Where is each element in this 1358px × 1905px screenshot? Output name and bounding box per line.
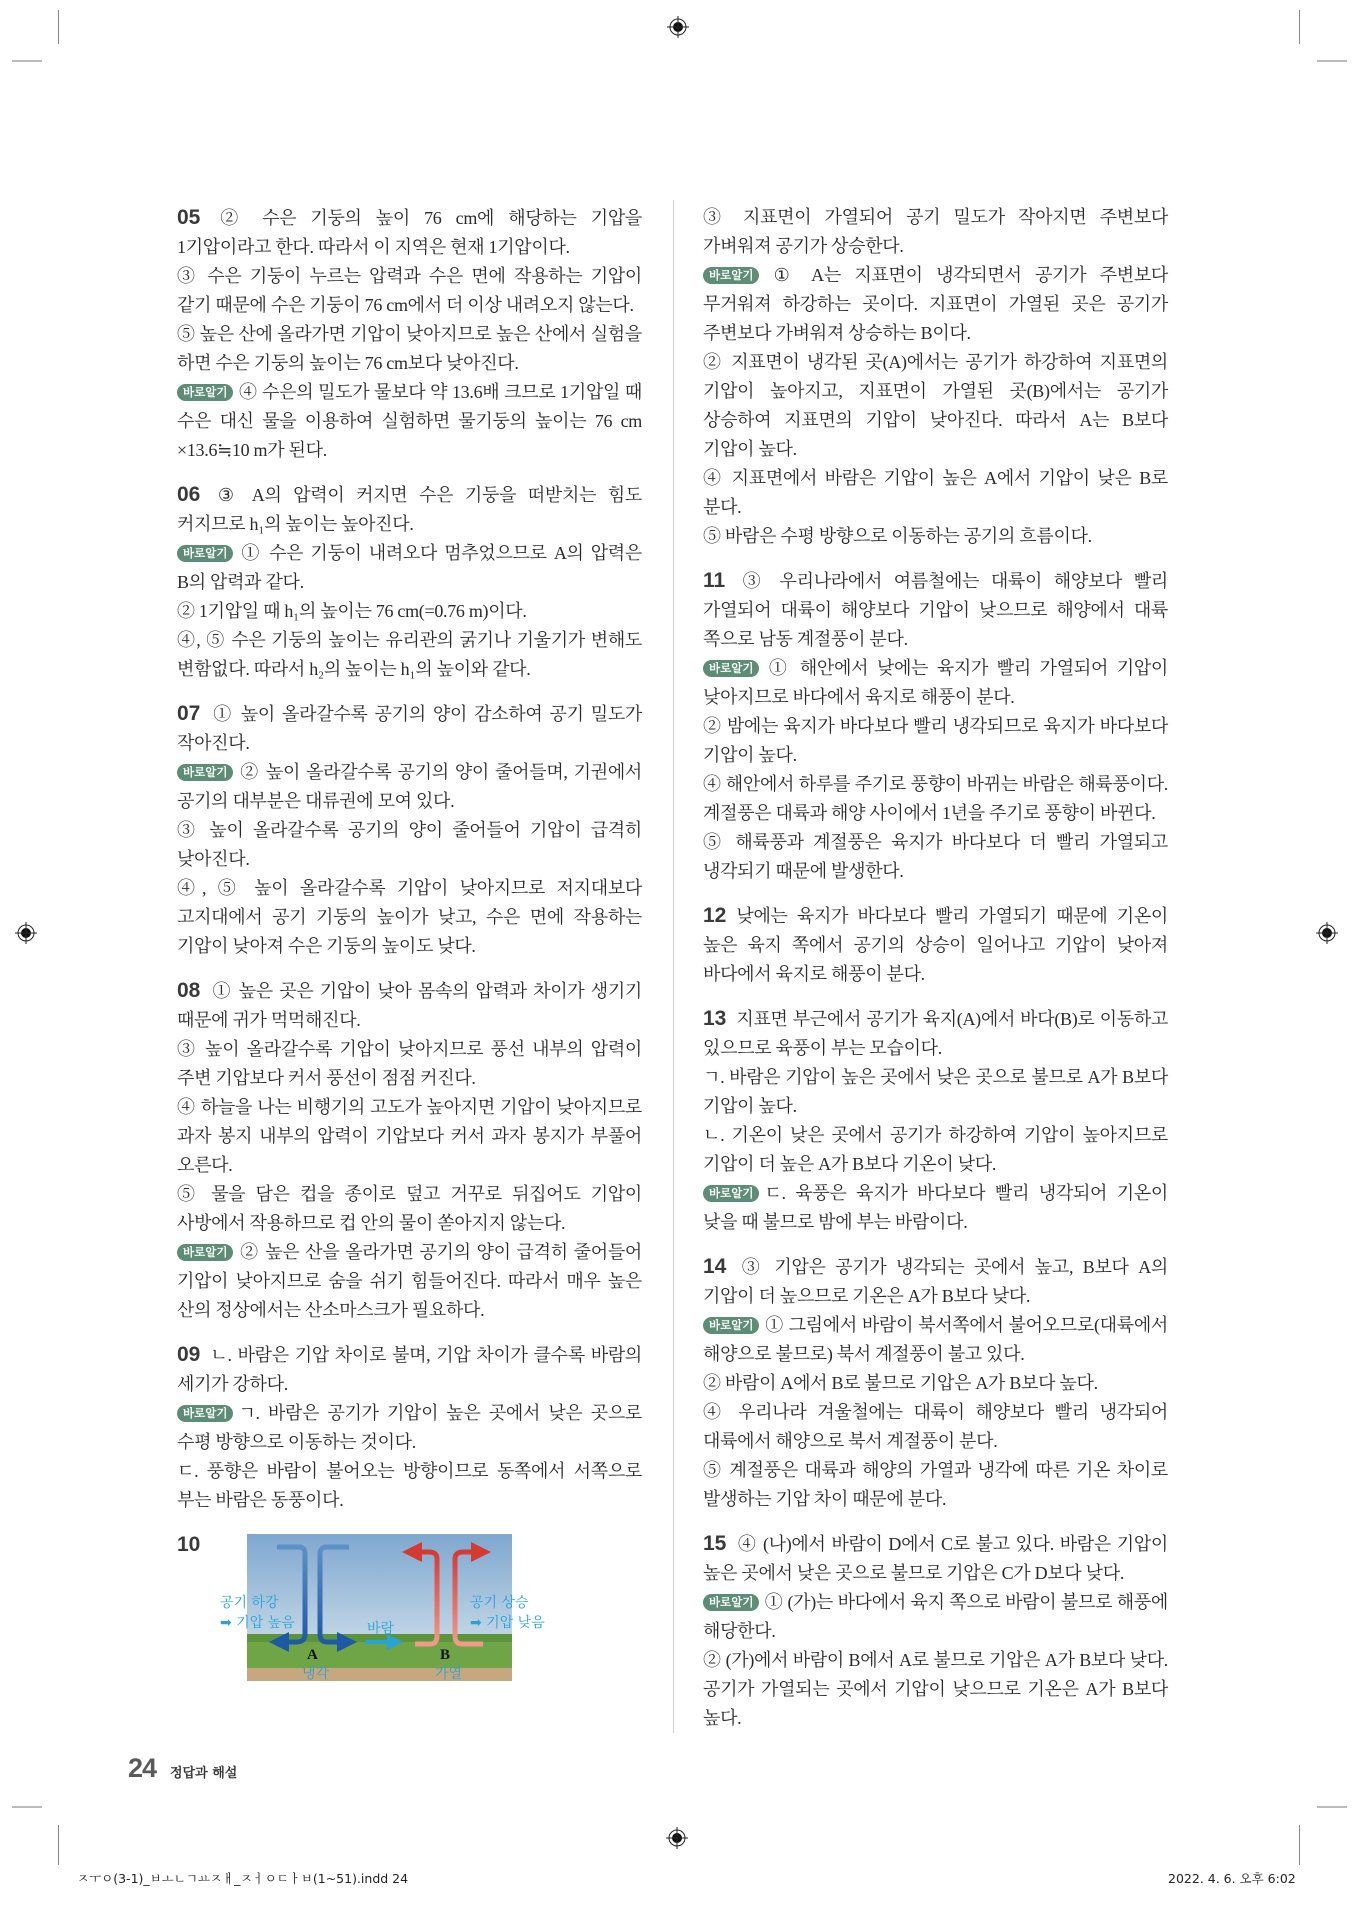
right-column — [703, 203, 1168, 1733]
explanation-text: ① 높은 곳은 기압이 낮아 몸속의 압력과 차이가 생기기 때문에 귀가 먹먹해진다. — [177, 981, 642, 1030]
explanation-text: ① 높이 올라갈수록 공기의 양이 감소하여 공기 밀도가 작아진다. — [177, 704, 642, 753]
left-column — [177, 203, 642, 1690]
explanation-text: ⑤ 높은 산에 올라가면 기압이 낮아지므로 높은 산에서 실험을 하면 수은 기둥의 높이는 76 cm보다 낮아진다. — [177, 324, 642, 373]
correction-badge: 바로알기 — [703, 267, 759, 284]
explanation-text: ④ (나)에서 바람이 D에서 C로 불고 있다. 바람은 기압이 높은 곳에서 낮은 곳으로 불므로 기압은 C가 D보다 낮다. — [703, 1534, 1168, 1583]
answer-10-continued — [703, 203, 1168, 551]
correction-badge: 바로알기 — [177, 545, 233, 562]
explanation-text: ② 높이 올라갈수록 공기의 양이 줄어들며, 기권에서 공기의 대부분은 대류권에 모여 있다. — [177, 762, 642, 811]
correction-badge: 바로알기 — [177, 1244, 233, 1261]
explanation-text: ② 밤에는 육지가 바다보다 빨리 냉각되므로 육지가 바다보다 기압이 높다. — [703, 716, 1168, 765]
question-number: 07 — [177, 702, 201, 725]
explanation-text: ① 수은 기둥이 내려오다 멈추었으므로 A의 압력은 B의 압력과 같다. — [177, 543, 642, 592]
section-title: 정답과 해설 — [170, 1766, 238, 1781]
explanation-text: ㄱ. 바람은 기압이 높은 곳에서 낮은 곳으로 불므로 A가 B보다 기압이 높다. — [703, 1067, 1168, 1116]
explanation-text: ④ 해안에서 하루를 주기로 풍향이 바뀌는 바람은 해륙풍이다. 계절풍은 대륙과 해양 사이에서 1년을 주기로 풍향이 바뀐다. — [703, 774, 1168, 823]
answer-05 — [177, 203, 642, 465]
explanation-text: ㄷ. 육풍은 육지가 바다보다 빨리 냉각되어 기온이 낮을 때 불므로 밤에 부는 바람이다. — [703, 1183, 1168, 1232]
explanation-text: ② 바람이 A에서 B로 불므로 기압은 A가 B보다 높다. — [703, 1373, 1098, 1393]
explanation-text: ① 그림에서 바람이 북서쪽에서 불어오므로(대륙에서 해양으로 불므로) 북서 계절풍이 불고 있다. — [703, 1315, 1168, 1364]
label-wind: 바람 — [367, 1621, 395, 1637]
file-slug: ㅈㅜㅇ(3-1)_ㅂㅗㄴㄱㅛㅈㅐ_ㅈㅓㅇㄷㅏㅂ(1~51).indd 24 — [77, 1871, 409, 1886]
crop-mark — [12, 60, 42, 62]
explanation-text: ④, ⑤ 수은 기둥의 높이는 유리관의 굵기나 기울기가 변해도 변함없다. 따라서 h₂의 높이는 h₁의 높이와 같다. — [177, 630, 642, 679]
question-number: 12 — [703, 904, 727, 927]
question-number: 06 — [177, 483, 201, 506]
label-b: B — [440, 1647, 451, 1663]
explanation-text: ㄴ. 기온이 낮은 곳에서 공기가 하강하여 기압이 높아지므로 기압이 더 높은 A가 B보다 기온이 낮다. — [703, 1125, 1168, 1174]
question-number: 09 — [177, 1343, 201, 1366]
label-air-ascending: 공기 상승 — [470, 1595, 529, 1611]
explanation-text: ③ A의 압력이 커지면 수은 기둥을 떠받치는 힘도 커지므로 h₁의 높이는 높아진다. — [177, 485, 642, 534]
answer-09 — [177, 1340, 642, 1515]
column-divider — [673, 200, 674, 1733]
crop-mark — [12, 1806, 42, 1808]
explanation-text: ④ 하늘을 나는 비행기의 고도가 높아지면 기압이 낮아지므로 과자 봉지 내부의 압력이 기압보다 커서 과자 봉지가 부풀어 오른다. — [177, 1097, 642, 1175]
label-a: A — [307, 1647, 318, 1663]
registration-mark-icon — [666, 1827, 688, 1849]
explanation-text: ② 지표면이 냉각된 곳(A)에서는 공기가 하강하여 지표면의 기압이 높아지고, 지표면이 가열된 곳(B)에서는 공기가 상승하여 지표면의 기압이 낮아진다. 따라서 A는 B보다 기압이 높다. — [703, 352, 1168, 459]
explanation-text: ② (가)에서 바람이 B에서 A로 불므로 기압은 A가 B보다 낮다. 공기가 가열되는 곳에서 기압이 낮으므로 기온은 A가 B보다 높다. — [703, 1650, 1168, 1728]
explanation-text: ⑤ 계절풍은 대륙과 해양의 가열과 냉각에 따른 기온 차이로 발생하는 기압 차이 때문에 분다. — [703, 1460, 1168, 1509]
explanation-text: ③ 높이 올라갈수록 공기의 양이 줄어들어 기압이 급격히 낮아진다. — [177, 820, 642, 869]
crop-mark — [1299, 1825, 1300, 1865]
print-datetime: 2022. 4. 6. 오후 6:02 — [1168, 1871, 1296, 1886]
explanation-text: ⑤ 물을 담은 컵을 종이로 덮고 거꾸로 뒤집어도 기압이 사방에서 작용하므로 컵 안의 물이 쏟아지지 않는다. — [177, 1184, 642, 1233]
explanation-text: ⑤ 해륙풍과 계절풍은 육지가 바다보다 더 빨리 가열되고 냉각되기 때문에 발생한다. — [703, 832, 1168, 881]
explanation-text: ③ 수은 기둥이 누르는 압력과 수은 면에 작용하는 기압이 같기 때문에 수은 기둥이 76 cm에서 더 이상 내려오지 않는다. — [177, 266, 642, 315]
answer-10 — [177, 1530, 642, 1690]
answer-08 — [177, 976, 642, 1325]
question-number: 11 — [703, 569, 726, 592]
correction-badge: 바로알기 — [703, 1594, 759, 1611]
explanation-text: ③ 높이 올라갈수록 기압이 낮아지므로 풍선 내부의 압력이 주변 기압보다 커서 풍선이 점점 커진다. — [177, 1039, 642, 1088]
explanation-text: ② 수은 기둥의 높이 76 cm에 해당하는 기압을 1기압이라고 한다. 따라서 이 지역은 현재 1기압이다. — [177, 208, 642, 257]
soil — [247, 1668, 512, 1681]
crop-mark — [1299, 10, 1300, 44]
question-number: 13 — [703, 1007, 727, 1030]
answer-14 — [703, 1252, 1168, 1514]
label-heating: 가열 — [435, 1666, 463, 1682]
answer-12 — [703, 901, 1168, 989]
explanation-text: ② 1기압일 때 h₁의 높이는 76 cm(=0.76 m)이다. — [177, 601, 527, 621]
crop-mark — [58, 1825, 59, 1865]
explanation-text: ① 해안에서 낮에는 육지가 빨리 가열되어 기압이 낮아지므로 바다에서 육지로 해풍이 분다. — [703, 658, 1168, 707]
explanation-text: ④ 수은의 밀도가 물보다 약 13.6배 크므로 1기압일 때 수은 대신 물을 이용하여 실험하면 물기둥의 높이는 76 cm ×13.6≒10 m가 된다. — [177, 382, 642, 460]
answer-15 — [703, 1529, 1168, 1733]
label-air-descending: 공기 하강 — [220, 1595, 279, 1611]
correction-badge: 바로알기 — [703, 1317, 759, 1334]
question-number: 08 — [177, 979, 201, 1002]
crop-mark — [1317, 1806, 1347, 1808]
explanation-text: ㄴ. 바람은 기압 차이로 불며, 기압 차이가 클수록 바람의 세기가 강하다. — [177, 1345, 642, 1394]
question-number: 10 — [177, 1533, 201, 1556]
registration-mark-icon — [667, 16, 689, 38]
answer-06 — [177, 480, 642, 684]
answer-13 — [703, 1004, 1168, 1237]
label-high-pressure: ➡ 기압 높음 — [220, 1615, 295, 1631]
answer-07 — [177, 699, 642, 961]
explanation-text: ③ 기압은 공기가 냉각되는 곳에서 높고, B보다 A의 기압이 더 높으므로 기온은 A가 B보다 낮다. — [703, 1257, 1168, 1306]
explanation-text: ④ 지표면에서 바람은 기압이 높은 A에서 기압이 낮은 B로 분다. — [703, 468, 1168, 517]
label-cooling: 냉각 — [302, 1666, 330, 1682]
crop-mark — [58, 10, 59, 44]
question-number: 15 — [703, 1532, 727, 1555]
correction-badge: 바로알기 — [703, 1185, 759, 1202]
explanation-text: 지표면 부근에서 공기가 육지(A)에서 바다(B)로 이동하고 있으므로 육풍이 부는 모습이다. — [703, 1009, 1168, 1058]
answer-11 — [703, 566, 1168, 886]
explanation-text: ① (가)는 바다에서 육지 쪽으로 바람이 불므로 해풍에 해당한다. — [703, 1592, 1168, 1641]
explanation-text: ⑤ 바람은 수평 방향으로 이동하는 공기의 흐름이다. — [703, 526, 1092, 546]
explanation-text: ③ 지표면이 가열되어 공기 밀도가 작아지면 주변보다 가벼워져 공기가 상승한다. — [703, 207, 1168, 256]
label-low-pressure: ➡ 기압 낮음 — [470, 1615, 545, 1631]
registration-mark-icon — [15, 922, 37, 944]
explanation-text: ㄱ. 바람은 공기가 기압이 높은 곳에서 낮은 곳으로 수평 방향으로 이동하는 것이다. — [177, 1403, 642, 1452]
correction-badge: 바로알기 — [177, 384, 233, 401]
page-number: 24 — [128, 1753, 157, 1783]
registration-mark-icon — [1316, 922, 1338, 944]
correction-badge: 바로알기 — [703, 660, 759, 677]
explanation-text: 낮에는 육지가 바다보다 빨리 가열되기 때문에 기온이 높은 육지 쪽에서 공기의 상승이 일어나고 기압이 낮아져 바다에서 육지로 해풍이 분다. — [703, 906, 1168, 984]
explanation-text: ③ 우리나라에서 여름철에는 대륙이 해양보다 빨리 가열되어 대륙이 해양보다 기압이 낮으므로 해양에서 대륙 쪽으로 남동 계절풍이 분다. — [703, 571, 1168, 649]
explanation-text: ④, ⑤ 높이 올라갈수록 기압이 낮아지므로 저지대보다 고지대에서 공기 기둥의 높이가 낮고, 수은 면에 작용하는 기압이 낮아져 수은 기둥의 높이도 낮다. — [177, 878, 642, 956]
crop-mark — [1317, 60, 1347, 62]
question-number: 05 — [177, 206, 201, 229]
correction-badge: 바로알기 — [177, 1405, 233, 1422]
explanation-text: ② 높은 산을 올라가면 공기의 양이 급격히 줄어들어 기압이 낮아지므로 숨을 쉬기 힘들어진다. 따라서 매우 높은 산의 정상에서는 산소마스크가 필요하다. — [177, 1242, 642, 1320]
question-number: 14 — [703, 1255, 727, 1278]
explanation-text: ㄷ. 풍향은 바람이 불어오는 방향이므로 동쪽에서 서쪽으로 부는 바람은 동풍이다. — [177, 1461, 642, 1510]
correction-badge: 바로알기 — [177, 764, 233, 781]
explanation-text: ④ 우리나라 겨울철에는 대륙이 해양보다 빨리 냉각되어 대륙에서 해양으로 북서 계절풍이 분다. — [703, 1402, 1168, 1451]
explanation-text: ① A는 지표면이 냉각되면서 공기가 주변보다 무거워져 하강하는 곳이다. 지표면이 가열된 곳은 공기가 주변보다 가벼워져 상승하는 B이다. — [703, 265, 1168, 343]
